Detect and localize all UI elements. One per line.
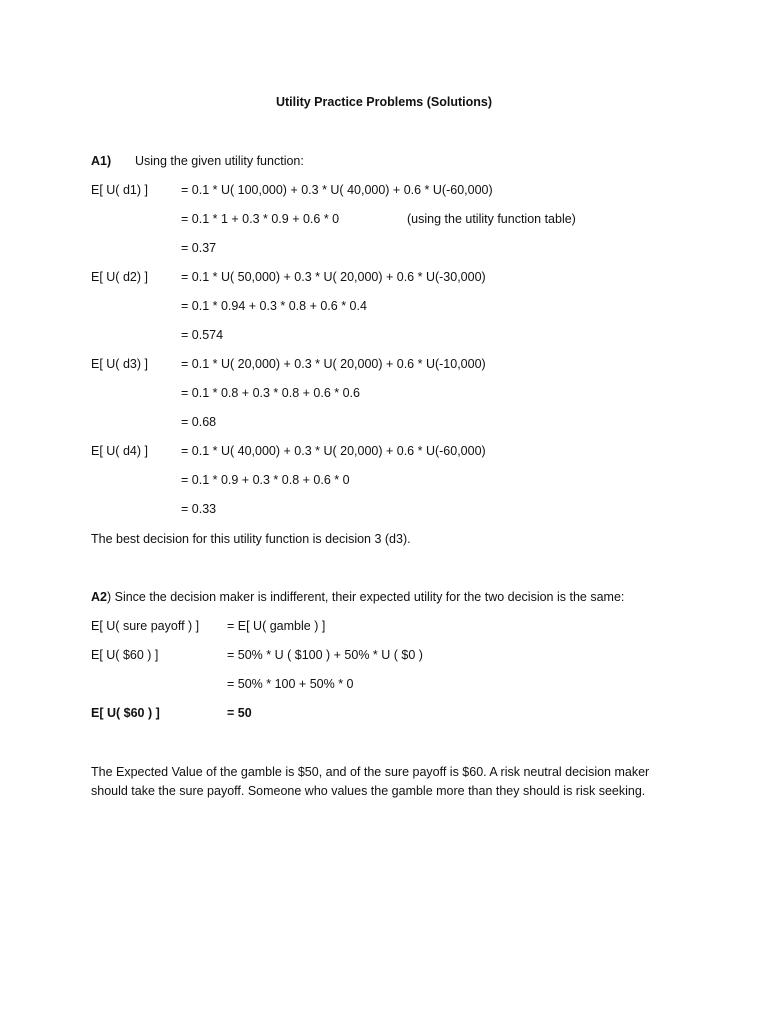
d4-line2: = 0.1 * 0.9 + 0.3 * 0.8 + 0.6 * 0 [181, 473, 350, 487]
a2-row3-rhs: = 50% * 100 + 50% * 0 [227, 677, 354, 691]
page-title: Utility Practice Problems (Solutions) [275, 95, 492, 109]
section-label-a2: A2 [91, 590, 107, 604]
closing-line2: should take the sure payoff. Someone who values the gamble more than they should is risk seeking. [91, 784, 646, 798]
d3-lhs: E[ U( d3) ] [91, 357, 148, 371]
d4-lhs: E[ U( d4) ] [91, 444, 148, 458]
section-label-a1: A1) [91, 154, 112, 168]
a2-row1-rhs: = E[ U( gamble ) ] [227, 619, 326, 633]
a2-heading [91, 589, 624, 605]
a1-conclusion: The best decision for this utility function is decision 3 (d3). [91, 532, 411, 546]
d2-line3: = 0.574 [181, 328, 224, 342]
d4-line1: = 0.1 * U( 40,000) + 0.3 * U( 20,000) + 0.6 * U(-60,000) [181, 444, 486, 458]
d1-line2: = 0.1 * 1 + 0.3 * 0.9 + 0.6 * 0 [181, 212, 340, 226]
d1-lhs: E[ U( d1) ] [91, 183, 148, 197]
a1-intro: Using the given utility function: [135, 154, 304, 168]
d1-line1: = 0.1 * U( 100,000) + 0.3 * U( 40,000) + 0.6 * U(-60,000) [181, 183, 493, 197]
closing-line1: The Expected Value of the gamble is $50, and of the sure payoff is $60. A risk neutral decision maker [91, 765, 650, 779]
d2-line1: = 0.1 * U( 50,000) + 0.3 * U( 20,000) + 0.6 * U(-30,000) [181, 270, 486, 284]
a2-row4-lhs: E[ U( $60 ) ] [91, 706, 160, 720]
a2-row4-rhs: = 50 [227, 706, 252, 720]
d3-line1: = 0.1 * U( 20,000) + 0.3 * U( 20,000) + 0.6 * U(-10,000) [181, 357, 486, 371]
a2-row2-lhs: E[ U( $60 ) ] [91, 648, 159, 662]
a2-row2-rhs: = 50% * U ( $100 ) + 50% * U ( $0 ) [227, 648, 423, 662]
a2-row1-lhs: E[ U( sure payoff ) ] [91, 619, 200, 633]
d1-note: (using the utility function table) [407, 212, 576, 226]
a2-intro: ) Since the decision maker is indifferent, their expected utility for the two decision is the same: [106, 590, 625, 604]
d4-line3: = 0.33 [181, 502, 217, 516]
d3-line3: = 0.68 [181, 415, 217, 429]
d2-line2: = 0.1 * 0.94 + 0.3 * 0.8 + 0.6 * 0.4 [181, 299, 367, 313]
d1-line3: = 0.37 [181, 241, 217, 255]
d3-line2: = 0.1 * 0.8 + 0.3 * 0.8 + 0.6 * 0.6 [181, 386, 360, 400]
d2-lhs: E[ U( d2) ] [91, 270, 148, 284]
